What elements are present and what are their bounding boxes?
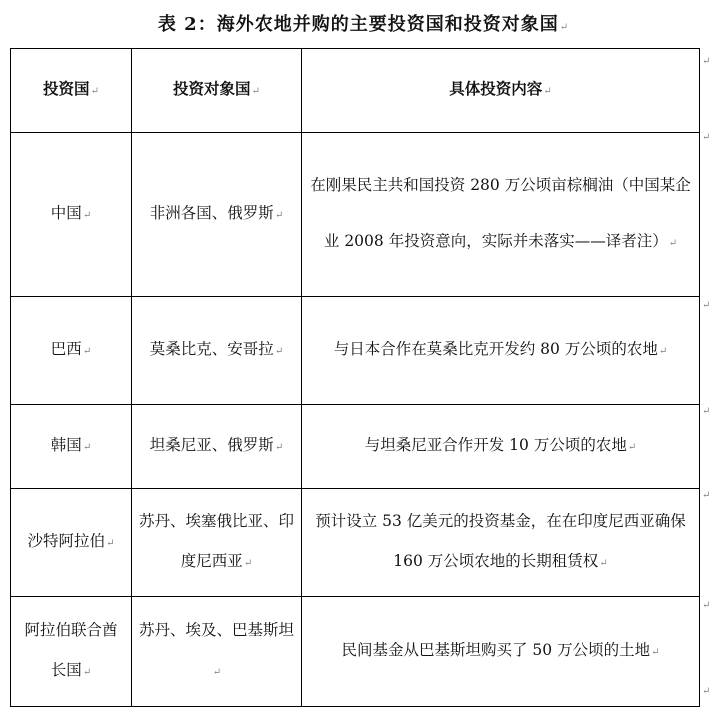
paragraph-mark-icon: ↵	[243, 558, 253, 569]
paragraph-mark-icon: ↵	[90, 86, 99, 97]
targets-text: 莫桑比克、安哥拉	[149, 340, 274, 358]
paragraph-mark-icon: ↵	[702, 300, 711, 311]
paragraph-mark-icon: ↵	[82, 210, 92, 221]
content-text: 与坦桑尼亚合作开发 10 万公顷的农地	[364, 436, 627, 454]
paragraph-mark-icon: ↵	[702, 686, 711, 697]
paragraph-mark-icon: ↵	[702, 132, 711, 143]
targets-text: 坦桑尼亚、俄罗斯	[149, 436, 274, 454]
targets-cell	[132, 597, 302, 707]
header-investor-label: 投资国	[43, 79, 90, 98]
table-row	[11, 597, 700, 707]
paragraph-mark-icon: ↵	[702, 406, 711, 417]
paragraph-mark-icon: ↵	[559, 22, 570, 33]
content-cell	[302, 133, 700, 297]
paragraph-mark-icon: ↵	[627, 442, 637, 453]
targets-cell	[132, 133, 302, 297]
content-cell	[302, 597, 700, 707]
targets-cell	[132, 405, 302, 489]
targets-text: 苏丹、埃及、巴基斯坦	[138, 621, 294, 639]
targets-cell	[132, 489, 302, 597]
content-cell	[302, 489, 700, 597]
investor-cell	[11, 133, 132, 297]
table-title	[0, 10, 727, 36]
investor-text: 韩国	[50, 436, 82, 454]
header-content-label: 具体投资内容	[449, 79, 543, 98]
investor-cell	[11, 297, 132, 405]
paragraph-mark-icon: ↵	[251, 86, 260, 97]
table-row	[11, 489, 700, 597]
investor-cell	[11, 405, 132, 489]
paragraph-mark-icon: ↵	[651, 647, 660, 658]
paragraph-mark-icon: ↵	[668, 238, 678, 249]
header-targets-label: 投资对象国	[173, 79, 251, 98]
paragraph-mark-icon: ↵	[543, 86, 552, 97]
paragraph-mark-icon: ↵	[702, 600, 711, 611]
content-text: 民间基金从巴基斯坦购买了 50 万公顷的土地	[341, 641, 651, 659]
investor-text: 沙特阿拉伯	[27, 532, 106, 550]
targets-text: 苏丹、埃塞俄比亚、印度尼西亚	[138, 512, 294, 570]
targets-text: 非洲各国、俄罗斯	[149, 204, 274, 222]
header-cell-content	[302, 49, 700, 133]
paragraph-mark-icon: ↵	[106, 538, 115, 549]
table-row	[11, 297, 700, 405]
content-cell	[302, 297, 700, 405]
table-header-row	[11, 49, 700, 133]
paragraph-mark-icon: ↵	[599, 558, 608, 569]
investor-text: 阿拉伯联合酋长国	[24, 621, 118, 679]
paragraph-mark-icon: ↵	[274, 210, 284, 221]
paragraph-mark-icon: ↵	[274, 346, 284, 357]
investor-cell	[11, 489, 132, 597]
header-cell-targets	[132, 49, 302, 133]
investment-table	[10, 48, 700, 707]
paragraph-mark-icon: ↵	[658, 346, 668, 357]
investor-text: 中国	[50, 204, 82, 222]
paragraph-mark-icon: ↵	[82, 442, 92, 453]
content-text: 在刚果民主共和国投资 280 万公顷亩棕榈油（中国某企业 2008 年投资意向，实际并未落实——译者注）	[310, 176, 691, 250]
header-cell-investor	[11, 49, 132, 133]
investor-text: 巴西	[50, 340, 82, 358]
targets-cell	[132, 297, 302, 405]
content-text: 预计设立 53 亿美元的投资基金，在在印度尼西亚确保 160 万公顷农地的长期租赁权	[315, 512, 686, 570]
paragraph-mark-icon: ↵	[274, 442, 284, 453]
paragraph-mark-icon: ↵	[702, 56, 711, 67]
table-row	[11, 133, 700, 297]
paragraph-mark-icon: ↵	[702, 490, 711, 501]
table-title-text: 表 2：海外农地并购的主要投资国和投资对象国	[157, 14, 559, 35]
content-text: 与日本合作在莫桑比克开发约 80 万公顷的农地	[333, 340, 658, 358]
investor-cell	[11, 597, 132, 707]
content-cell	[302, 405, 700, 489]
paragraph-mark-icon: ↵	[212, 667, 222, 678]
table-row	[11, 405, 700, 489]
paragraph-mark-icon: ↵	[82, 667, 92, 678]
paragraph-mark-icon: ↵	[82, 346, 92, 357]
